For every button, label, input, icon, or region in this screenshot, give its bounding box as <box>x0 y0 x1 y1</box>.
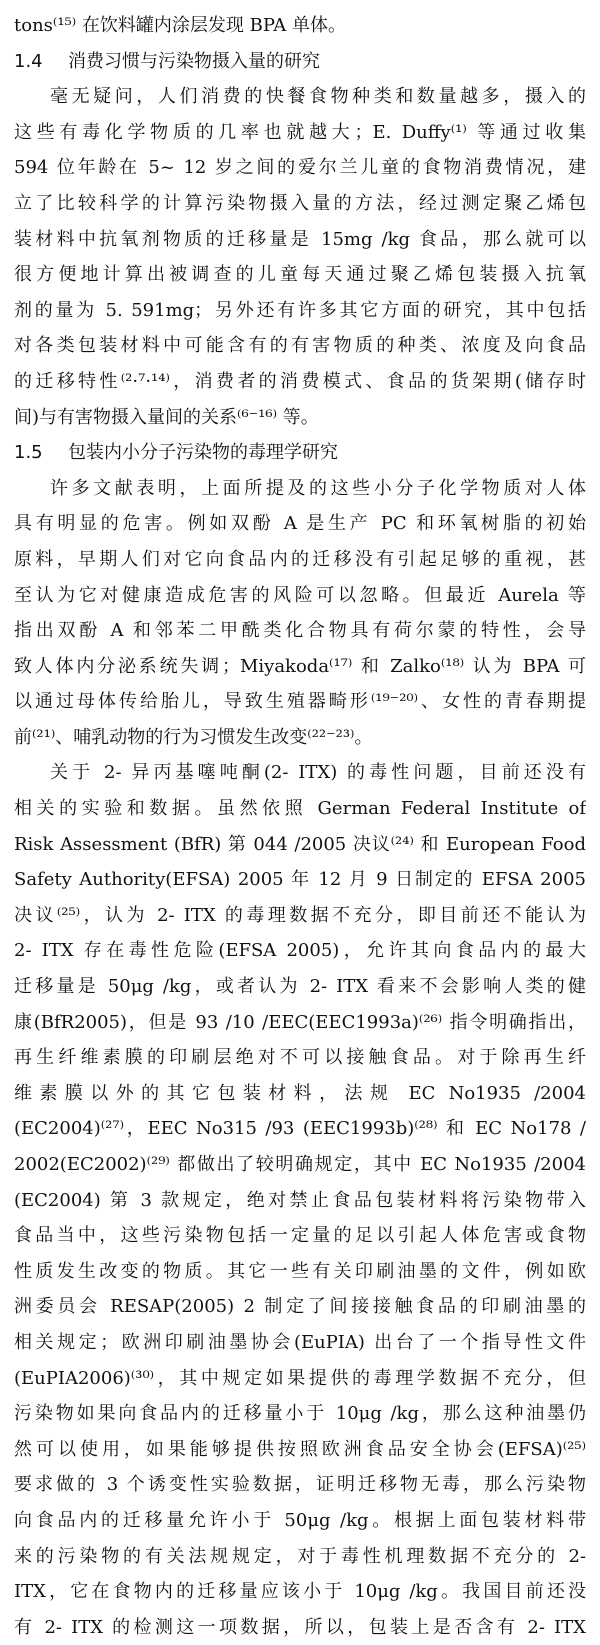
text-line: 的迁移特性⁽²·⁷·¹⁴⁾，消费者的消费模式、食品的货架期(储存时 <box>14 370 586 392</box>
text-line: (EC2004)⁽²⁷⁾，EEC No315 /93 (EEC1993b)⁽²⁸⁾ 和 EC No178 / <box>14 1118 586 1140</box>
text-line: 前⁽²¹⁾、哺乳动物的行为习惯发生改变⁽²²⁻²³⁾。 <box>14 726 373 748</box>
text-line: 以通过母体传给胎儿，导致生殖器畸形⁽¹⁹⁻²⁰⁾、女性的青春期提 <box>14 691 586 713</box>
text-line: (EC2004) 第 3 款规定，绝对禁止食品包装材料将污染物带入 <box>14 1189 586 1211</box>
section-title: 包装内小分子污染物的毒理学研究 <box>68 442 338 464</box>
section-title: 消费习惯与污染物摄入量的研究 <box>68 50 320 72</box>
text-line: 立了比较科学的计算污染物摄入量的方法，经过测定聚乙烯包 <box>14 192 586 214</box>
text-line: Safety Authority(EFSA) 2005 年 12 月 9 日制定的 EFSA 2005 <box>14 869 586 891</box>
text-line: 相关规定；欧洲印刷油墨协会(EuPIA) 出台了一个指导性文件 <box>14 1331 586 1353</box>
text-line: ITX，它在食物内的迁移量应该小于 10μg /kg。我国目前还没 <box>14 1581 586 1603</box>
text-line: 原料，早期人们对它向食品内的迁移没有引起足够的重视，甚 <box>14 548 586 570</box>
text-line: 剂的量为 5. 591mg；另外还有许多其它方面的研究，其中包括 <box>14 299 586 321</box>
text-line: 毫无疑问，人们消费的快餐食物种类和数量越多，摄入的 <box>50 86 586 108</box>
text-line: 2002(EC2002)⁽²⁹⁾ 都做出了较明确规定，其中 EC No1935 /2004 <box>14 1154 586 1175</box>
paragraph-toxicology <box>14 471 586 756</box>
text-line: 相关的实验和数据。虽然依照 German Federal Institute of <box>14 798 586 820</box>
text-line: 许多文献表明，上面所提及的这些小分子化学物质对人体 <box>50 477 586 499</box>
text-line: 指出双酚 A 和邻苯二甲酰类化合物具有荷尔蒙的特性，会导 <box>14 620 586 642</box>
text-line: 维素膜以外的其它包装材料，法规 EC No1935 /2004 <box>14 1082 586 1104</box>
text-line: 具有明显的危害。例如双酚 A 是生产 PC 和环氧树脂的初始 <box>14 513 586 535</box>
text-line: 再生纤维素膜的印刷层绝对不可以接触食品。对于除再生纤 <box>14 1047 586 1069</box>
text-line: 向食品内的迁移量允许小于 50μg /kg。根据上面包装材料带 <box>14 1509 586 1531</box>
text-line: 至认为它对健康造成危害的风险可以忽略。但最近 Aurela 等 <box>14 584 586 606</box>
text-line: 有 2- ITX 的检测这一项数据，所以，包装上是否含有 2- ITX <box>14 1616 586 1638</box>
text-line: 2- ITX 存在毒性危险(EFSA 2005)，允许其向食品内的最大 <box>14 940 586 962</box>
text-line: 康(BfR2005)，但是 93 /10 /EEC(EEC1993a)⁽²⁶⁾ 指令明确指出， <box>14 1011 586 1033</box>
text-line: 关于 2- 异丙基噻吨酮(2- ITX) 的毒性问题，目前还没有 <box>50 762 586 784</box>
text-line: 装材料中抗氧剂物质的迁移量是 15mg /kg 食品，那么就可以 <box>14 228 586 250</box>
text-line: 然可以使用，如果能够提供按照欧洲食品安全协会(EFSA)⁽²⁵⁾ <box>14 1438 586 1460</box>
text-line: 对各类包装材料中可能含有的有害物质的种类、浓度及向食品 <box>14 335 586 357</box>
text-line: 洲委员会 RESAP(2005) 2 制定了间接接触食品的印刷油墨的 <box>14 1296 586 1318</box>
paragraph-itx <box>14 755 586 1645</box>
paragraph-continuation <box>14 8 586 44</box>
section-heading-1-4 <box>14 44 586 80</box>
text-line: tons⁽¹⁵⁾ 在饮料罐内涂层发现 BPA 单体。 <box>14 15 347 36</box>
text-line: 594 位年龄在 5~ 12 岁之间的爱尔兰儿童的食物消费情况，建 <box>14 157 586 179</box>
text-line: 食品当中，这些污染物包括一定量的足以引起人体危害或食物 <box>14 1225 586 1247</box>
section-number: 1.4 <box>14 50 43 72</box>
text-line: 污染物如果向食品内的迁移量小于 10μg /kg，那么这种油墨仍 <box>14 1403 586 1425</box>
text-line: (EuPIA2006)⁽³⁰⁾，其中规定如果提供的毒理学数据不充分，但 <box>14 1367 586 1389</box>
text-line: 这些有毒化学物质的几率也就越大；E. Duffy⁽¹⁾ 等通过收集 <box>14 121 586 143</box>
paper-page <box>14 8 586 1645</box>
text-line: Risk Assessment (BfR) 第 044 /2005 决议⁽²⁴⁾ 和 European Food <box>14 833 586 855</box>
section-heading-1-5 <box>14 435 586 471</box>
text-line: 决议⁽²⁵⁾，认为 2- ITX 的毒理数据不充分，即目前还不能认为 <box>14 904 586 926</box>
section-number: 1.5 <box>14 442 43 464</box>
paragraph-consumption <box>14 79 586 435</box>
text-line: 致人体内分泌系统失调；Miyakoda⁽¹⁷⁾ 和 Zalko⁽¹⁸⁾ 认为 BPA 可 <box>14 655 586 677</box>
text-line: 性质发生改变的物质。其它一些有关印刷油墨的文件，例如欧 <box>14 1260 586 1282</box>
text-line: 迁移量是 50μg /kg，或者认为 2- ITX 看来不会影响人类的健 <box>14 976 586 998</box>
text-line: 要求做的 3 个诱变性实验数据，证明迁移物无毒，那么污染物 <box>14 1474 586 1496</box>
text-line: 来的污染物的有关法规规定，对于毒性机理数据不充分的 2- <box>14 1545 586 1567</box>
text-line: 很方便地计算出被调查的儿童每天通过聚乙烯包装摄入抗氧 <box>14 264 586 286</box>
text-line: 间)与有害物摄入量间的关系⁽⁶⁻¹⁶⁾ 等。 <box>14 406 319 428</box>
